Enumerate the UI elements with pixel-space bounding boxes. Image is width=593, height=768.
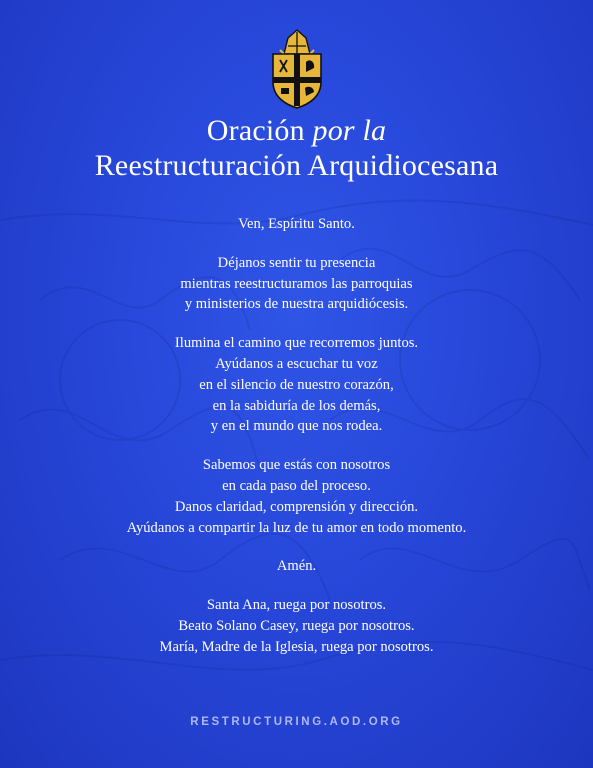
prayer-line: Déjanos sentir tu presencia: [217, 254, 376, 271]
prayer-body: [0, 214, 593, 676]
prayer-line: Beato Solano Casey, ruega por nosotros.: [178, 617, 415, 634]
prayer-line: Ayúdanos a escuchar tu voz: [215, 355, 378, 372]
stanza-5: [0, 556, 593, 577]
stanza-3: [0, 333, 593, 437]
title-line-2: Reestructuración Arquidiocesana: [94, 149, 499, 182]
prayer-line: María, Madre de la Iglesia, ruega por nosotros.: [159, 638, 434, 655]
stanza-6: [0, 595, 593, 657]
title-italic-por-la: por la: [312, 114, 387, 147]
prayer-line: Santa Ana, ruega por nosotros.: [206, 597, 387, 614]
prayer-line: y en el mundo que nos rodea.: [210, 418, 383, 435]
prayer-line: Ayúdanos a compartir la luz de tu amor en todo momento.: [126, 519, 467, 536]
stanza-2: [0, 253, 593, 315]
title-line-1: [0, 116, 593, 146]
prayer-line: Danos claridad, comprensión y dirección.: [174, 498, 419, 515]
prayer-line: en cada paso del proceso.: [222, 477, 371, 494]
prayer-line: y ministerios de nuestra arquidiócesis.: [184, 296, 409, 313]
prayer-line: Ilumina el camino que recorremos juntos.: [174, 335, 419, 352]
stanza-4: [0, 455, 593, 538]
prayer-line: en la sabiduría de los demás,: [212, 397, 381, 414]
prayer-line: en el silencio de nuestro corazón,: [199, 376, 394, 393]
prayer-line: Ven, Espíritu Santo.: [238, 216, 355, 232]
footer-url: RESTRUCTURING.AOD.ORG: [190, 716, 403, 728]
title-word-oracion: Oración: [206, 114, 305, 147]
prayer-line: mientras reestructuramos las parroquias: [180, 275, 413, 292]
prayer-line: Amén.: [276, 558, 317, 575]
prayer-line: Sabemos que estás con nosotros: [202, 457, 391, 474]
stanza-1: [0, 214, 593, 235]
archdiocese-coat-of-arms-icon: [268, 28, 326, 110]
